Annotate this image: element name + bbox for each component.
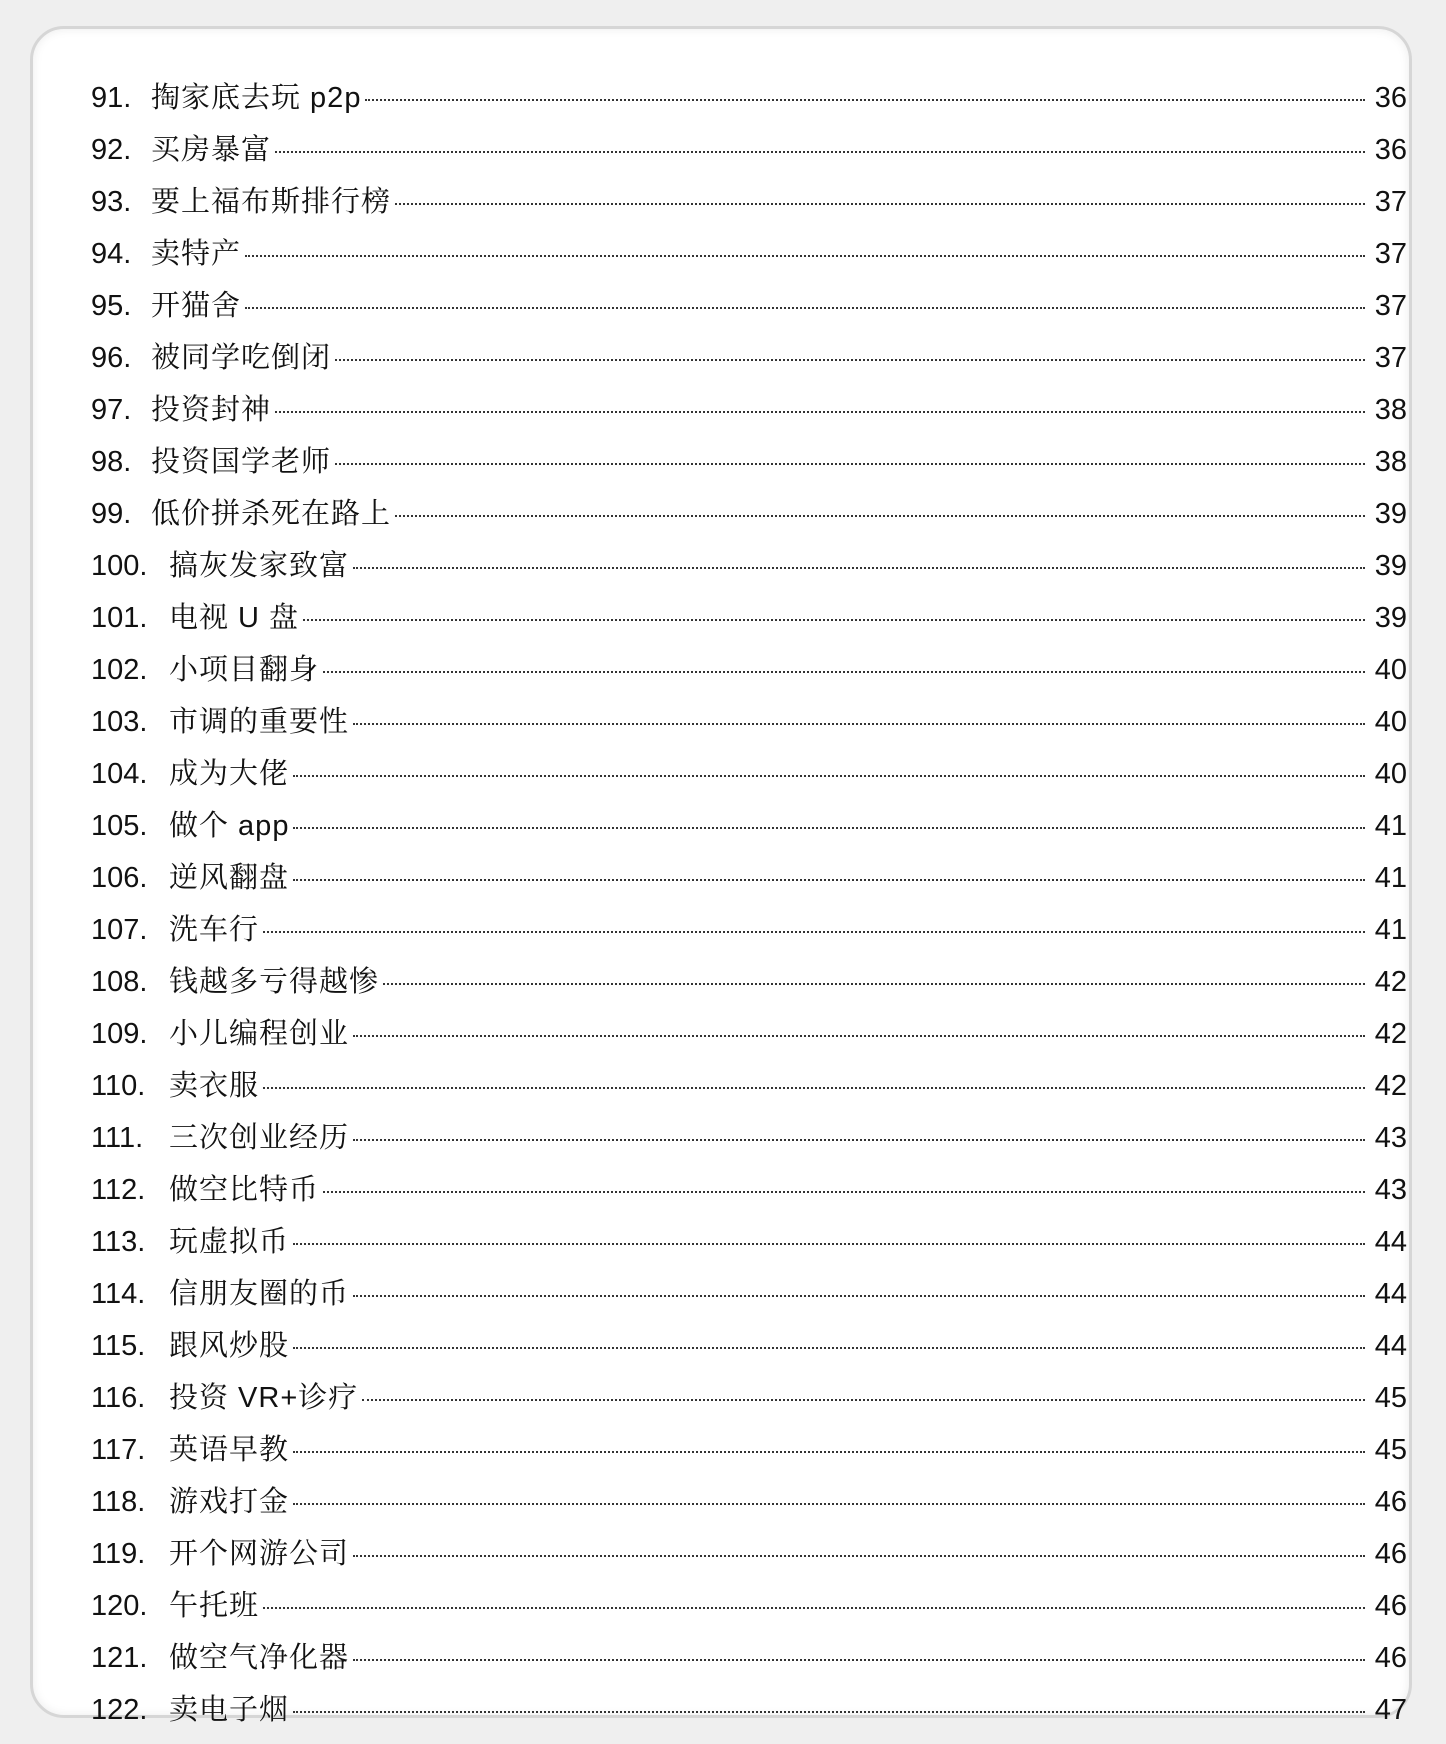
toc-entry-title: 卖衣服 xyxy=(169,1070,260,1102)
toc-entry-title: 玩虚拟币 xyxy=(169,1226,290,1258)
toc-entry-title: 信朋友圈的币 xyxy=(169,1278,350,1310)
toc-entry-title: 投资 VR+诊疗 xyxy=(169,1382,359,1414)
toc-entry[interactable] xyxy=(91,1531,1407,1583)
toc-entry-title: 投资国学老师 xyxy=(151,446,332,478)
toc-entry-page: 41 xyxy=(1374,862,1407,894)
toc-entry-page: 46 xyxy=(1374,1642,1407,1674)
dot-leader xyxy=(383,983,1365,985)
toc-entry-title: 投资封神 xyxy=(151,394,272,426)
dot-leader xyxy=(245,307,1365,309)
toc-entry-number: 116. xyxy=(91,1382,146,1414)
dot-leader xyxy=(362,1399,1365,1401)
toc-entry-page: 42 xyxy=(1374,1018,1407,1050)
toc-entry-number: 92. xyxy=(91,134,132,166)
toc-entry-title: 做个 app xyxy=(169,810,290,842)
toc-entry-title: 游戏打金 xyxy=(169,1486,290,1518)
dot-leader xyxy=(263,931,1365,933)
dot-leader xyxy=(353,1295,1365,1297)
toc-entry-number: 110. xyxy=(91,1070,146,1102)
toc-entry[interactable] xyxy=(91,1063,1407,1115)
toc-entry[interactable] xyxy=(91,751,1407,803)
dot-leader xyxy=(293,1243,1365,1245)
toc-entry-page: 42 xyxy=(1374,966,1407,998)
toc-entry-number: 118. xyxy=(91,1486,146,1518)
toc-entry-title: 开猫舍 xyxy=(151,290,242,322)
toc-entry[interactable] xyxy=(91,179,1407,231)
toc-entry-number: 111. xyxy=(91,1122,144,1154)
toc-entry-page: 46 xyxy=(1374,1538,1407,1570)
toc-entry[interactable] xyxy=(91,647,1407,699)
table-of-contents xyxy=(91,75,1407,1739)
toc-entry-title: 午托班 xyxy=(169,1590,260,1622)
toc-entry[interactable] xyxy=(91,387,1407,439)
dot-leader xyxy=(353,1659,1365,1661)
toc-entry-number: 121. xyxy=(91,1642,148,1674)
toc-entry-number: 114. xyxy=(91,1278,146,1310)
toc-entry-title: 小项目翻身 xyxy=(169,654,320,686)
toc-entry-page: 37 xyxy=(1374,238,1407,270)
toc-entry-title: 掏家底去玩 p2p xyxy=(151,82,362,114)
dot-leader xyxy=(275,151,1365,153)
toc-entry-number: 101. xyxy=(91,602,148,634)
toc-entry[interactable] xyxy=(91,1479,1407,1531)
toc-entry-page: 37 xyxy=(1374,186,1407,218)
toc-entry-title: 市调的重要性 xyxy=(169,706,350,738)
toc-entry-page: 39 xyxy=(1374,498,1407,530)
dot-leader xyxy=(303,619,1365,621)
toc-entry[interactable] xyxy=(91,1635,1407,1687)
dot-leader xyxy=(293,775,1365,777)
toc-entry-title: 做空比特币 xyxy=(169,1174,320,1206)
toc-entry[interactable] xyxy=(91,335,1407,387)
dot-leader xyxy=(365,99,1365,101)
toc-entry-number: 97. xyxy=(91,394,132,426)
toc-entry-number: 113. xyxy=(91,1226,146,1258)
dot-leader xyxy=(335,359,1365,361)
toc-entry-page: 38 xyxy=(1374,394,1407,426)
dot-leader xyxy=(353,1035,1365,1037)
toc-entry-title: 搞灰发家致富 xyxy=(169,550,350,582)
toc-entry-page: 46 xyxy=(1374,1590,1407,1622)
toc-entry-page: 36 xyxy=(1374,82,1407,114)
toc-entry-title: 电视 U 盘 xyxy=(169,602,300,634)
toc-entry[interactable] xyxy=(91,1583,1407,1635)
toc-entry-number: 104. xyxy=(91,758,148,790)
dot-leader xyxy=(353,723,1365,725)
toc-entry-page: 43 xyxy=(1374,1174,1407,1206)
toc-entry-page: 40 xyxy=(1374,654,1407,686)
toc-entry-number: 108. xyxy=(91,966,148,998)
dot-leader xyxy=(293,1347,1365,1349)
toc-entry-number: 120. xyxy=(91,1590,148,1622)
toc-entry-number: 112. xyxy=(91,1174,146,1206)
toc-entry-number: 107. xyxy=(91,914,148,946)
toc-entry[interactable] xyxy=(91,803,1407,855)
toc-entry[interactable] xyxy=(91,439,1407,491)
toc-entry[interactable] xyxy=(91,75,1407,127)
toc-entry-number: 117. xyxy=(91,1434,146,1466)
toc-entry[interactable] xyxy=(91,1167,1407,1219)
toc-entry-page: 36 xyxy=(1374,134,1407,166)
toc-entry-page: 41 xyxy=(1374,810,1407,842)
toc-entry[interactable] xyxy=(91,1427,1407,1479)
toc-entry[interactable] xyxy=(91,1219,1407,1271)
toc-entry-number: 100. xyxy=(91,550,148,582)
toc-entry-title: 开个网游公司 xyxy=(169,1538,350,1570)
toc-entry-page: 37 xyxy=(1374,342,1407,374)
toc-entry[interactable] xyxy=(91,127,1407,179)
toc-entry[interactable] xyxy=(91,595,1407,647)
toc-entry[interactable] xyxy=(91,1271,1407,1323)
toc-entry-number: 106. xyxy=(91,862,148,894)
toc-entry[interactable] xyxy=(91,959,1407,1011)
dot-leader xyxy=(323,1191,1365,1193)
toc-entry-number: 94. xyxy=(91,238,132,270)
toc-entry-title: 洗车行 xyxy=(169,914,260,946)
dot-leader xyxy=(293,1711,1365,1713)
toc-entry-page: 40 xyxy=(1374,706,1407,738)
toc-entry-page: 39 xyxy=(1374,550,1407,582)
dot-leader xyxy=(395,203,1365,205)
toc-entry-title: 逆风翻盘 xyxy=(169,862,290,894)
toc-entry-number: 109. xyxy=(91,1018,148,1050)
toc-entry-page: 45 xyxy=(1374,1434,1407,1466)
toc-entry-title: 要上福布斯排行榜 xyxy=(151,186,392,218)
dot-leader xyxy=(353,567,1365,569)
dot-leader xyxy=(395,515,1365,517)
dot-leader xyxy=(353,1139,1365,1141)
toc-entry-title: 卖特产 xyxy=(151,238,242,270)
toc-entry-title: 英语早教 xyxy=(169,1434,290,1466)
toc-entry-number: 98. xyxy=(91,446,132,478)
toc-entry-page: 42 xyxy=(1374,1070,1407,1102)
toc-entry-title: 三次创业经历 xyxy=(169,1122,350,1154)
toc-entry-page: 45 xyxy=(1374,1382,1407,1414)
dot-leader xyxy=(353,1555,1365,1557)
toc-entry[interactable] xyxy=(91,543,1407,595)
toc-entry-title: 成为大佬 xyxy=(169,758,290,790)
toc-entry[interactable] xyxy=(91,283,1407,335)
toc-entry[interactable] xyxy=(91,855,1407,907)
toc-entry-page: 46 xyxy=(1374,1486,1407,1518)
toc-entry-number: 105. xyxy=(91,810,148,842)
toc-entry[interactable] xyxy=(91,1011,1407,1063)
toc-entry-number: 99. xyxy=(91,498,132,530)
toc-entry[interactable] xyxy=(91,231,1407,283)
toc-entry-number: 96. xyxy=(91,342,132,374)
toc-entry-title: 钱越多亏得越惨 xyxy=(169,966,380,998)
toc-entry-number: 102. xyxy=(91,654,148,686)
toc-entry-number: 93. xyxy=(91,186,132,218)
dot-leader xyxy=(323,671,1365,673)
dot-leader xyxy=(293,1451,1365,1453)
toc-entry[interactable] xyxy=(91,491,1407,543)
toc-entry-number: 115. xyxy=(91,1330,146,1362)
toc-entry[interactable] xyxy=(91,1323,1407,1375)
toc-entry-title: 低价拼杀死在路上 xyxy=(151,498,392,530)
toc-entry[interactable] xyxy=(91,907,1407,959)
dot-leader xyxy=(293,1503,1365,1505)
toc-entry[interactable] xyxy=(91,699,1407,751)
toc-entry-title: 跟风炒股 xyxy=(169,1330,290,1362)
toc-entry-number: 122. xyxy=(91,1694,148,1726)
toc-entry-number: 119. xyxy=(91,1538,146,1570)
dot-leader xyxy=(263,1087,1365,1089)
toc-entry-page: 44 xyxy=(1374,1226,1407,1258)
toc-entry-page: 40 xyxy=(1374,758,1407,790)
dot-leader xyxy=(335,463,1365,465)
dot-leader xyxy=(293,827,1365,829)
toc-entry-title: 小儿编程创业 xyxy=(169,1018,350,1050)
toc-entry-number: 95. xyxy=(91,290,132,322)
toc-entry-number: 91. xyxy=(91,82,132,114)
toc-entry-title: 卖电子烟 xyxy=(169,1694,290,1726)
toc-entry-page: 47 xyxy=(1374,1694,1407,1726)
dot-leader xyxy=(263,1607,1365,1609)
toc-entry-title: 买房暴富 xyxy=(151,134,272,166)
toc-entry-title: 做空气净化器 xyxy=(169,1642,350,1674)
toc-entry-page: 38 xyxy=(1374,446,1407,478)
dot-leader xyxy=(245,255,1365,257)
toc-entry-page: 43 xyxy=(1374,1122,1407,1154)
toc-entry-page: 37 xyxy=(1374,290,1407,322)
toc-entry[interactable] xyxy=(91,1115,1407,1167)
toc-entry-number: 103. xyxy=(91,706,148,738)
toc-entry[interactable] xyxy=(91,1375,1407,1427)
dot-leader xyxy=(275,411,1365,413)
toc-entry-page: 41 xyxy=(1374,914,1407,946)
toc-entry-page: 39 xyxy=(1374,602,1407,634)
dot-leader xyxy=(293,879,1365,881)
toc-entry-title: 被同学吃倒闭 xyxy=(151,342,332,374)
toc-entry-page: 44 xyxy=(1374,1278,1407,1310)
toc-entry[interactable] xyxy=(91,1687,1407,1739)
document-page xyxy=(30,26,1412,1726)
toc-entry-page: 44 xyxy=(1374,1330,1407,1362)
